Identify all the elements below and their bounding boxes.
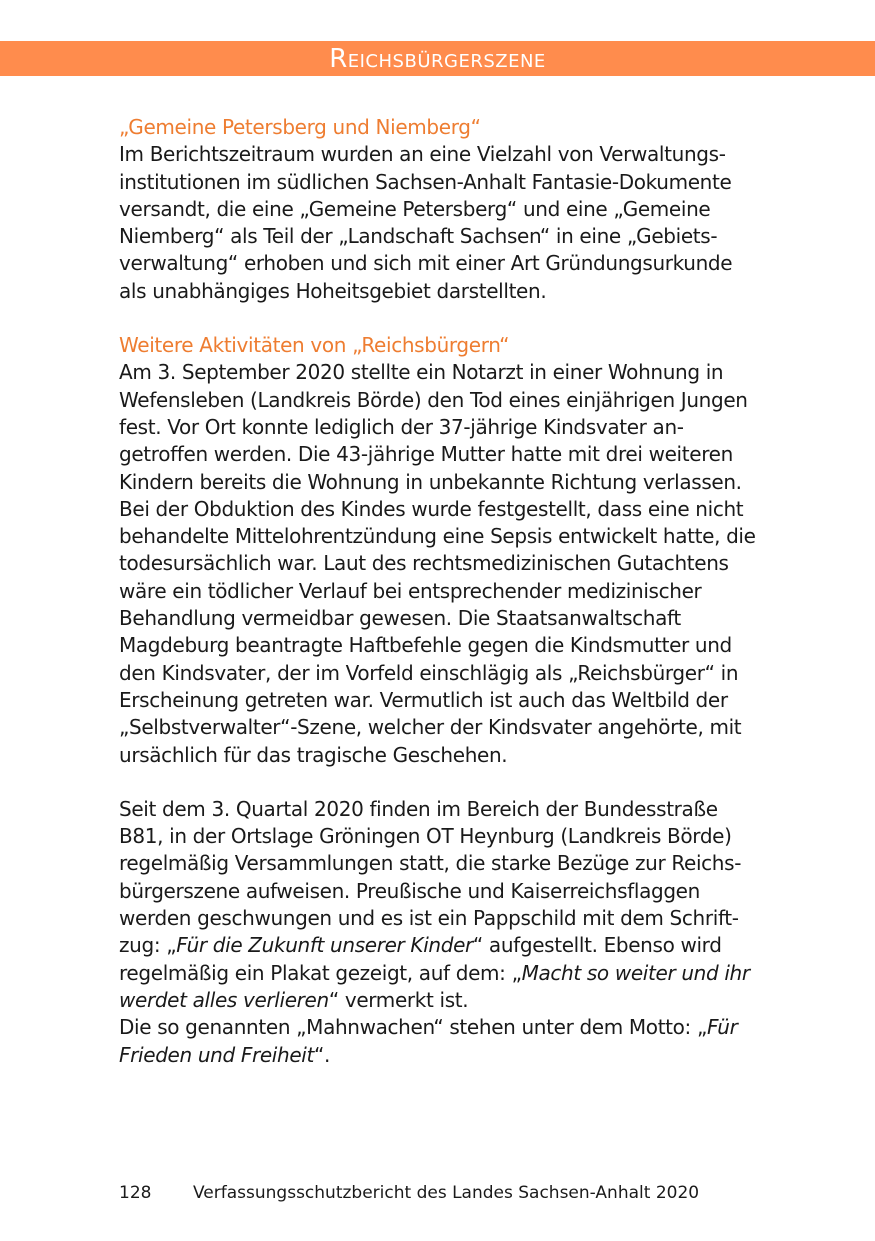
page-footer	[119, 1181, 699, 1205]
text-run: “ aufgestellt. Ebenso wird regelmäßig ein Plakat gezeigt, auf dem: „	[119, 933, 722, 985]
paragraph-wefensleben: Am 3. September 2020 stellte ein Notarzt in einer Wohnung in Wefensleben (Landkreis Börde) den Tod eines einjährigen Jungen fest. Vor Ort konnte lediglich der 37-jährige Kindsvater angetroffen werden. Die 43-jährige Mutter hatte mit drei weiteren Kindern bereits die Wohnung in unbekannte Richtung verlassen. Bei der Obduktion des Kindes wurde festgestellt, dass eine nicht behandelte Mittelohrentzündung eine Sepsis entwickelt hatte, die todesursächlich war. Laut des rechtsmedizinischen Gutachtens wäre ein tödlicher Verlauf bei entsprechender medizinischer Behandlung vermeidbar gewesen. Die Staatsanwaltschaft Magdeburg beantragte Haftbefehle gegen die Kindsmutter und den Kindsvater, der im Vorfeld einschlägig als „Reichsbürger“ in Erscheinung getreten war. Vermutlich ist auch das Weltbild der „Selbstverwalter“-Szene, welcher der Kindsvater angehörte, mit ursächlich für das tragische Geschehen.	[119, 360, 756, 767]
text-run: “.	[314, 1042, 331, 1067]
page-number: 128	[119, 1183, 152, 1203]
subsection-heading-petersberg: „Gemeine Petersberg und Niemberg“	[119, 115, 481, 139]
subsection-heading-activities: Weitere Aktivitäten von „Reichsbürgern“	[119, 333, 510, 358]
quote-emphasis: Für Frieden und Freiheit	[119, 1015, 738, 1067]
section-banner	[0, 41, 875, 76]
quote-emphasis: Macht so weiter und ihr werdet alles verlieren	[119, 960, 750, 1012]
main-content	[119, 114, 759, 1069]
paragraph-heynburg	[119, 796, 759, 1014]
publication-title: Verfassungsschutzbericht des Landes Sachsen-Anhalt 2020	[193, 1183, 700, 1203]
paragraph-spacer	[119, 769, 759, 796]
text-run: Die so genannten „Mahnwachen“ stehen unter dem Motto: „	[119, 1015, 707, 1040]
section-title: Reichsbürgerszene	[329, 44, 546, 74]
quote-emphasis: Für die Zukunft unserer Kinder	[176, 933, 473, 958]
paragraph-mahnwachen	[119, 1014, 759, 1069]
text-run: Seit dem 3. Quartal 2020 finden im Bereich der Bundesstraße B81, in der Ortslage Gröningen OT Heynburg (Landkreis Börde) regelmäßig Versammlungen statt, die starke Bezüge zur Reichsbürgerszene aufweisen. Preußische und Kaiserreichsflaggen werden geschwungen und es ist ein Pappschild mit dem Schriftzug: „	[119, 796, 742, 958]
paragraph-spacer	[119, 305, 759, 332]
paragraph-petersberg: Im Berichtszeitraum wurden an eine Vielzahl von Verwaltungsinstitutionen im südlichen Sachsen-Anhalt Fantasie-Dokumente versandt, die eine „Gemeine Petersberg“ und eine „Gemeine Niemberg“ als Teil der „Landschaft Sachsen“ in eine „Gebietsverwaltung“ erhoben und sich mit einer Art Gründungsurkunde als unabhängiges Hoheitsgebiet darstellten.	[119, 142, 733, 303]
text-run: “ vermerkt ist.	[328, 987, 469, 1012]
